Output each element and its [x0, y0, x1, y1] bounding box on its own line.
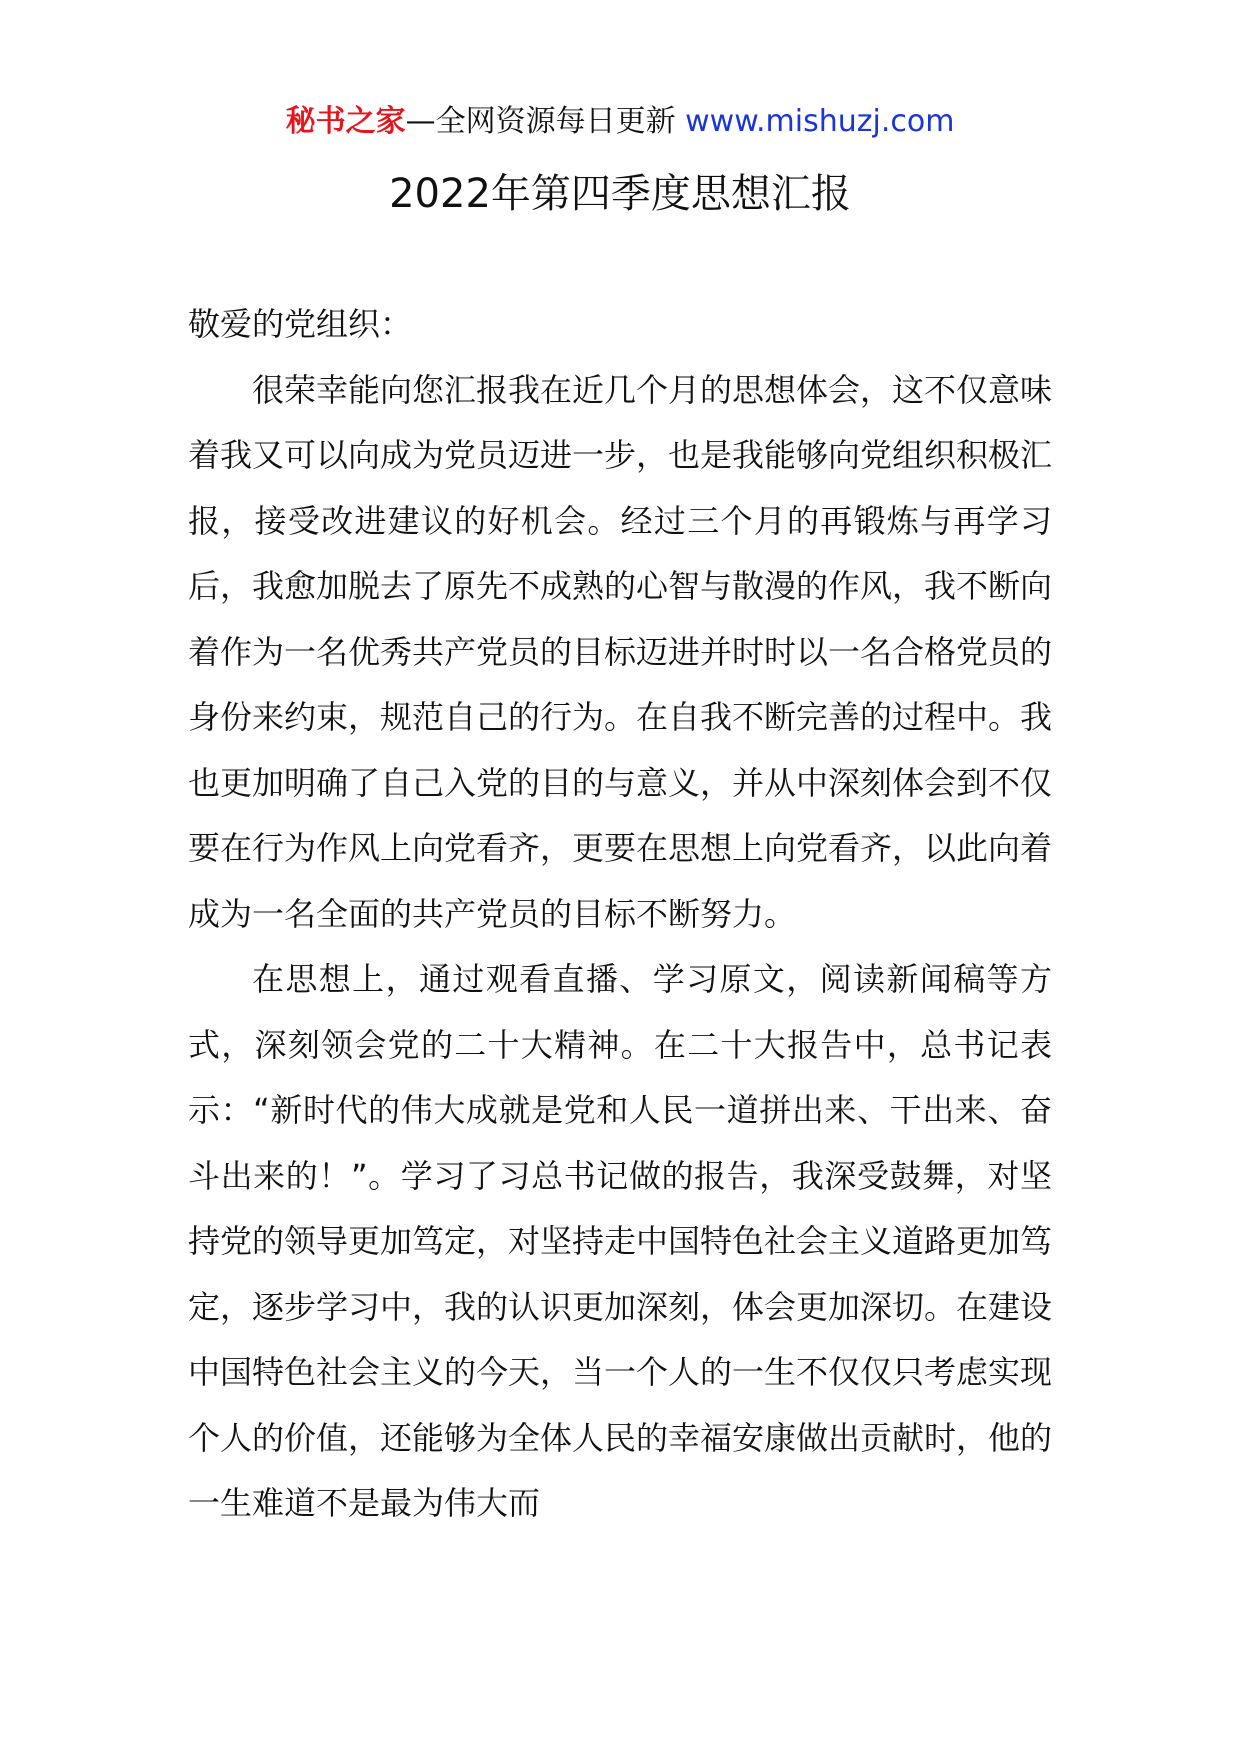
site-header [0, 100, 1240, 144]
brand-name: 秘书之家 [285, 104, 406, 139]
document-title: 2022年第四季度思想汇报 [389, 171, 851, 217]
paragraph: 很荣幸能向您汇报我在近几个月的思想体会，这不仅意味着我又可以向成为党员迈进一步，也是我能够向党组织积极汇报，接受改进建议的好机会。经过三个月的再锻炼与再学习后，我愈加脱去了原先不成熟的心智与散漫的作风，我不断向着作为一名优秀共产党员的目标迈进并时时以一名合格党员的身份来约束，规范自己的行为。在自我不断完善的过程中。我也更加明确了自己入党的目的与意义，并从中深刻体会到不仅要在行为作风上向党看齐，更要在思想上向党看齐，以此向着成为一名全面的共产党员的目标不断努力。 [188, 370, 1053, 933]
salutation: 敬爱的党组织： [188, 305, 413, 343]
paragraph: 在思想上，通过观看直播、学习原文，阅读新闻稿等方式，深刻领会党的二十大精神。在二十大报告中，总书记表示：“新时代的伟大成就是党和人民一道拼出来、干出来、奋斗出来的！”。学习了习总书记做的报告，我深受鼓舞，对坚持党的领导更加笃定，对坚持走中国特色社会主义道路更加笃定，逐步学习中，我的认识更加深刻，体会更加深切。在建设中国特色社会主义的今天，当一个人的一生不仅仅只考虑实现个人的价值，还能够为全体人民的幸福安康做出贡献时，他的一生难道不是最为伟大而 [188, 960, 1053, 1522]
site-url-link[interactable]: www.mishuzj.com [685, 104, 955, 139]
header-tagline: —全网资源每日更新 [405, 104, 676, 139]
document-body [188, 292, 1052, 1537]
